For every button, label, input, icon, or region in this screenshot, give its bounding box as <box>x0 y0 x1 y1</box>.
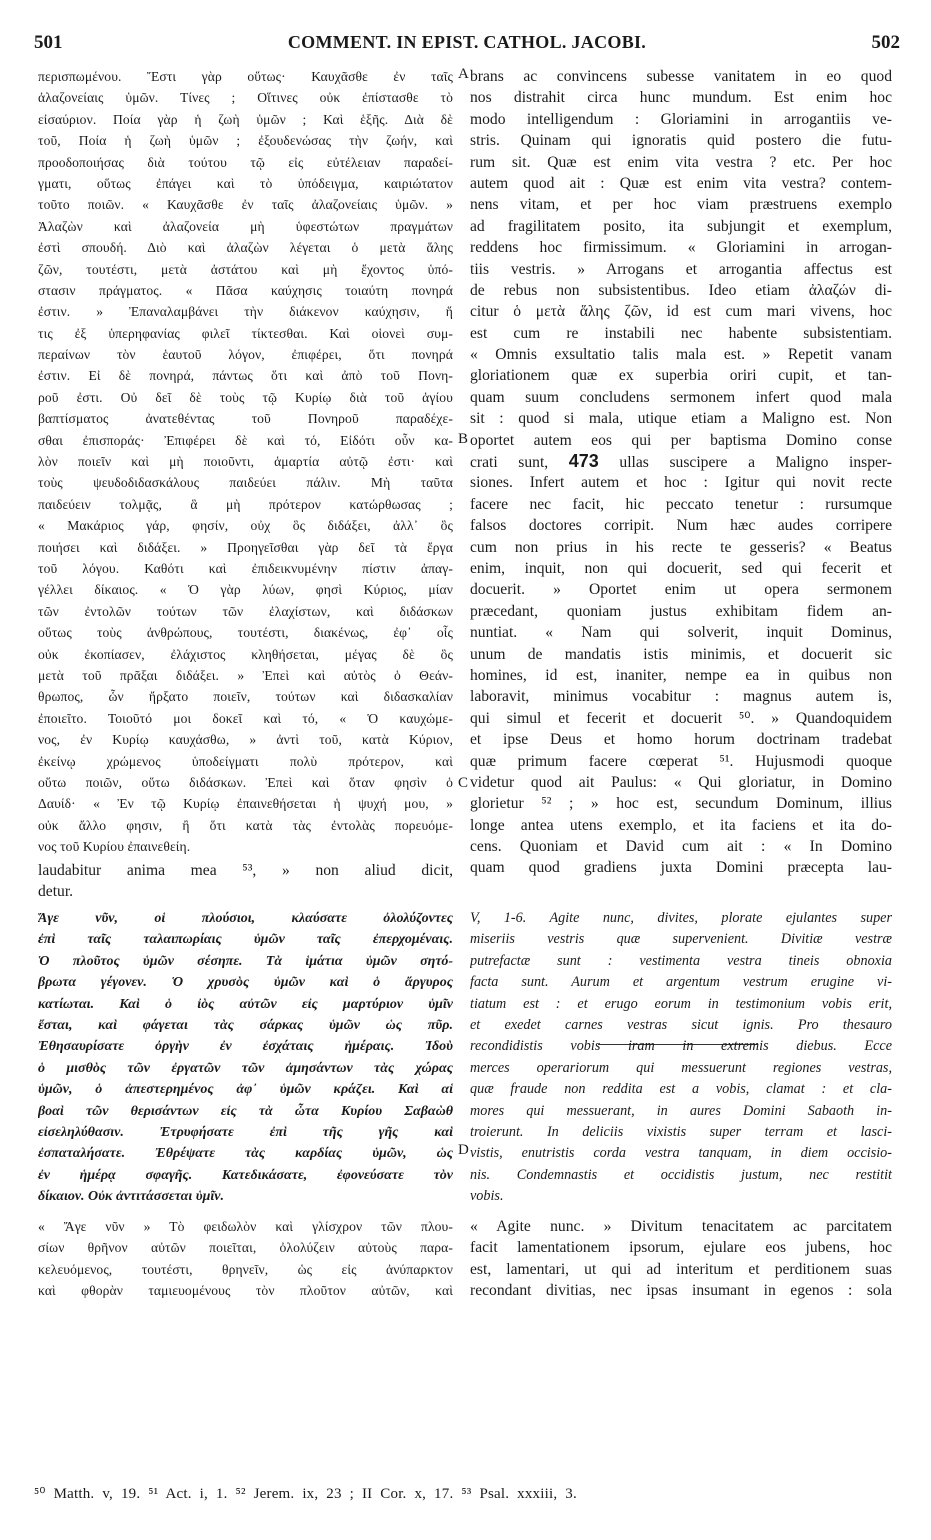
text-line: modo intelligendum : Gloriamini in arrogantiis ve- <box>470 110 892 128</box>
text-line: ἐστιν. » Ἐπαναλαμβάνει τὴν διάκενον καύχησιν, ἥ <box>38 304 453 320</box>
latin-commentary-continuation <box>470 1216 892 1302</box>
running-title: COMMENT. IN EPIST. CATHOL. JACOBI. <box>287 32 647 52</box>
text-line: Δαυίδ· « Ἐν τῷ Κυρίῳ ἐπαινεθήσεται ἡ ψυχή μου, » <box>38 796 453 812</box>
page-number-right: 502 <box>871 32 900 53</box>
text-line: putrefactæ sunt : vestimenta vestra tineis obnoxia <box>470 952 892 969</box>
text-line: facere nec facit, hic peccato tenetur : rursumque <box>470 495 892 513</box>
text-line: στασιν πράγματος. « Πᾶσα καύχησις τοιαύτη πονηρά <box>38 282 453 298</box>
text-line: μετὰ τοῦ πρᾶξαι διδάξει. » Ἐπεὶ καὶ αὐτὸς ὁ Θεάν- <box>38 667 453 683</box>
text-line: σίων θρῆνον αὐτῶν ποιεῖται, ὀλολύζειν αὐτοὺς παρα- <box>38 1240 453 1256</box>
text-line: brans ac convincens subesse vanitatem in eo quod <box>470 68 892 85</box>
text-line: παιδεύειν τολμᾷς, ἃ μὴ πρότερον κατώρθωσας ; <box>38 496 453 512</box>
text-line: et exedet carnes vestras sicut ignis. Pro thesauro <box>470 1016 892 1033</box>
text-line: οὕτως τοὺς ἀνθρώπους, τουτέστι, διακένως, ἐφ᾽ οἷς <box>38 625 453 641</box>
greek-commentary-column <box>38 66 453 857</box>
text-line: detur. <box>38 883 74 901</box>
text-line: τοῦ λόγου. Καθότι καὶ ἐπιδεικνυμένην πίστιν ἀπαγ- <box>38 560 453 576</box>
text-line: facta sunt. Aurum et argentum vestrum erugine vi- <box>470 974 892 991</box>
text-line: reddens hoc firmissimum. « Gloriamini in arrogan- <box>470 239 892 257</box>
text-line: nuntiat. « Nam qui solverit, inquit Dominus, <box>470 624 892 642</box>
text-line: unum de mandatis istis minimis, et docuerit sic <box>470 645 892 663</box>
text-line: glorietur ⁵² ; » hoc est, secundum Dominum, illius <box>470 795 892 813</box>
text-line: qui simul et fecerit et docuerit ⁵⁰. » Quandoquidem <box>470 709 892 727</box>
text-line: quam suum concludens sermonem infert quod mala <box>470 388 892 406</box>
text-line: τῶν ἐντολῶν τούτων τῶν ἐλαχίστων, καὶ διδάσκων <box>38 603 453 619</box>
text-line: est, lamentari, ut qui ad interitum et perditionem suas <box>470 1260 892 1278</box>
text-line: ἀλαζονείαις ὑμῶν. Τίνες ; Οἵτινες οὐκ ἐπίστασθε τὸ <box>38 90 453 106</box>
text-line: mores qui messuerant, in aures Domini Sabaoth in- <box>470 1102 892 1119</box>
page-number-left: 501 <box>34 32 63 53</box>
margin-marker-a: A <box>458 66 469 82</box>
text-line: κελευόμενος, τουτέστι, θρηνεῖν, ὡς εἰς ἀνύπαρκτον <box>38 1261 453 1277</box>
footnotes: ⁵⁰ Matth. v, 19. ⁵¹ Act. i, 1. ⁵² Jerem. ix, 23 ; II Cor. x, 17. ⁵³ Psal. xxxiii, 3. <box>34 1486 577 1502</box>
text-line: βρωτα γέγονεν. Ὁ χρυσὸς ὑμῶν καὶ ὁ ἄργυρος <box>38 975 453 991</box>
text-line: « Omnis exsultatio talis mala est. » Repetit vanam <box>470 346 892 364</box>
text-line: ἐστὶ σπουδή. Διὸ καὶ ἀλαζὼν λέγεται ὁ μετὰ ἅλης <box>38 240 453 256</box>
text-line: tiatum est : et erugo eorum in testimonium vobis erit, <box>470 995 892 1012</box>
text-line: est cum re instabili nec habente subsistentiam. <box>470 324 892 342</box>
text-line: ad fragilitatem posito, ita subjungit et exemplum, <box>470 217 892 235</box>
text-line: ἐσπαταλήσατε. Ἐθρέψατε τὰς καρδίας ὑμῶν, ὡς <box>38 1146 453 1162</box>
text-line: rum sit. Quæ est enim vita vestra ? etc. Per hoc <box>470 153 892 171</box>
text-line: troierunt. In deliciis vixistis super terram et lasci- <box>470 1123 892 1140</box>
text-line: κατίωται. Καὶ ὁ ἰὸς αὐτῶν εἰς μαρτύριον ὑμῖν <box>38 996 453 1012</box>
text-line: Ἐθησαυρίσατε ὀργὴν ἐν ἐσχάταις ἡμέραις. Ἰδοὺ <box>38 1039 453 1055</box>
greek-scripture-passage <box>38 908 453 1207</box>
text-line: merces operariorum qui messuerunt regiones vestras, <box>470 1059 892 1076</box>
text-line: περαίνων τὸν ἑαυτοῦ λόγον, ἐπιφέρει, ὅτι πονηρά <box>38 347 453 363</box>
text-line: gloriationem quæ ex superbia oriri cupit, et tan- <box>470 367 892 385</box>
text-line: βαπτίσματος ἀνατεθέντας τοῦ Πονηροῦ παραδέχε- <box>38 411 453 427</box>
text-line: οὐκ ἐκοπίασεν, ἐλάχιστος κληθήσεται, μέγας δὲ ὃς <box>38 646 453 662</box>
text-line: νος, ἐν Κυρίῳ καυχάσθω, » ἀντὶ τοῦ, κατὰ Κύριον, <box>38 732 453 748</box>
text-line: recondant divitias, nec ipsas insumant in egenos : sola <box>470 1282 892 1300</box>
text-line: falsos doctores corripit. Num hæc audes corripere <box>470 517 892 535</box>
text-line: vistis, enutristis corda vestra tanquam, in diem occisio- <box>470 1145 892 1162</box>
text-line: ὁ μισθὸς τῶν ἐργατῶν τῶν ἀμησάντων τὰς χώρας <box>38 1060 453 1076</box>
text-line: νος τοῦ Κυρίου ἐπαινεθείη. <box>38 839 191 855</box>
text-line: crati sunt, 473 ullas suscipere a Maligno insper- <box>470 451 892 472</box>
text-line: καὶ φθορὰν ταμιευομένους τὸν πλοῦτον αὐτῶν, καὶ <box>38 1283 453 1299</box>
text-line: ἔσται, καὶ φάγεται τὰς σάρκας ὑμῶν ὡς πῦρ. <box>38 1017 453 1033</box>
text-line: quam quod gradiens juxta Domini præcepta lau- <box>470 859 892 877</box>
text-line: siones. Infert autem et hoc : Igitur qui novit recte <box>470 474 892 492</box>
page-header <box>34 32 900 62</box>
text-line: οὐκ ἄλλο φησιν, ἢ ὅτι κατὰ τὰς ἐντολὰς πορευόμε- <box>38 817 453 833</box>
text-line: ἐποιεῖτο. Τοιοῦτό μοι δοκεῖ καὶ τό, « Ὁ καυχώμε- <box>38 710 453 726</box>
text-line: γματι, οὕτως ἐπάγει καὶ τὸ ὑπόδειγμα, καιριώτατον <box>38 175 453 191</box>
text-line: λὸν ποιεῖν καὶ μὴ ποιοῦντι, ἁμαρτία αὐτῷ ἐστι· καὶ <box>38 454 453 470</box>
text-line: de rebus non subsistentibus. Ideo etiam ἀλαζών di- <box>470 281 892 299</box>
text-line: enim, inquit, non qui docuerit, sed qui fecerit et <box>470 559 892 577</box>
text-line: quæ primum facere cœperat ⁵¹. Hujusmodi quoque <box>470 752 892 770</box>
text-line: sit : quod si mala, utique etiam a Maligno est. Non <box>470 410 892 428</box>
text-line: περισπωμένου. Ἔστι γὰρ οὕτως· Καυχᾶσθε ἐν ταῖς <box>38 69 453 84</box>
text-line: recondidistis vobis iram in extremis diebus. Ecce <box>470 1038 892 1055</box>
text-line: προοδοποιήσας διὰ τούτου τῷ εἰς εὐτέλειαν παραδεί- <box>38 154 453 170</box>
latin-scripture-passage <box>470 908 892 1207</box>
text-line: vobis. <box>470 1188 504 1205</box>
text-line: τοῦτο ποιῶν. « Καυχᾶσθε ἐν ταῖς ἀλαζονείαις ὑμῶν. » <box>38 197 453 213</box>
text-line: cum non prius in his recte te gesseris? « Beatus <box>470 538 892 556</box>
text-line: ζῶν, τουτέστι, μετὰ ἀστάτου καὶ μὴ ἔχοντος ὑπό- <box>38 261 453 277</box>
text-line: Ὁ πλοῦτος ὑμῶν σέσηπε. Τὰ ἱμάτια ὑμῶν σητό- <box>38 953 453 969</box>
margin-marker-d: D <box>458 1142 469 1158</box>
text-line: oportet autem eos qui per baptisma Domino conse <box>470 431 892 449</box>
text-line: τοῦ, Ποία ἡ ζωὴ ὑμῶν ; ἐξουδενώσας τὴν ζωήν, καὶ <box>38 133 453 149</box>
text-line: laboravit, minimus vocabitur : magnus autem is, <box>470 688 892 706</box>
text-line: « Agite nunc. » Divitum tenacitatem ac parcitatem <box>470 1218 892 1235</box>
column-number-marker: 473 <box>568 451 599 472</box>
text-line: nens vitam, et per hoc viam præstruens exemplo <box>470 196 892 214</box>
text-line: laudabitur anima mea ⁵³, » non aliud dicit, <box>38 862 453 879</box>
text-line: præcedant, quoniam justus exhibitam fidem an- <box>470 602 892 620</box>
text-line: homines, id est, inaniter, nempe ea in quibus non <box>470 666 892 684</box>
text-line: « Μακάριος γάρ, φησίν, οὐχ ὃς διδάξει, ἀλλ᾽ ὃς <box>38 518 453 534</box>
text-line: ἐκείνῳ χρώμενος ὑποδείγματι πολὺ πρότερον, καὶ <box>38 753 453 769</box>
text-line: θρωπος, ὧν ἤρξατο ποιεῖν, τούτων καὶ διδασκαλίαν <box>38 689 453 705</box>
text-line: τοὺς ψευδοδιδασκάλους παιδεύει πάλιν. Μὴ ταῦτα <box>38 475 453 491</box>
latin-translation-column <box>470 66 892 879</box>
text-line: εἰσαύριον. Ποία γὰρ ἡ ζωὴ ὑμῶν ; Καὶ ἑξῆς. Διὰ δὲ <box>38 111 453 127</box>
text-line: οὕτω ποιῶν, οὕτω διδάσκων. Ἐπεὶ καὶ ὅταν φησὶν ὁ <box>38 774 453 790</box>
text-line: facit lamentationem ipsorum, ejulare eos jubens, hoc <box>470 1239 892 1257</box>
text-line: tiis vestris. » Arrogans et arrogantia affectus est <box>470 260 892 278</box>
text-line: τις ἐξ ὑπερηφανίας φιλεῖ τίκτεσθαι. Καὶ οἱονεὶ συμ- <box>38 325 453 341</box>
text-line: nos distrahit circa hunc mundum. Est enim hoc <box>470 89 892 107</box>
text-line: Ἀλαζὼν καὶ ἀλαζονεία μὴ ὑφεστώτων πραγμάτων <box>38 218 453 234</box>
text-line: ἐστιν. Εἰ δὲ πονηρά, πάντως ὅτι καὶ ἀπὸ τοῦ Πονη- <box>38 368 453 384</box>
text-line: ὑμῶν, ὁ ἀπεστερημένος ἀφ᾽ ὑμῶν κράζει. Καὶ αἱ <box>38 1082 453 1098</box>
text-line: docuerit. » Oportet enim ut opera sermonem <box>470 581 892 599</box>
margin-marker-c: C <box>458 775 469 791</box>
text-line: nis. Condemnastis et occidistis justum, nec restitit <box>470 1166 892 1183</box>
text-line: βοαὶ τῶν θερισάντων εἰς τὰ ὦτα Κυρίου Σαβαὼθ <box>38 1103 453 1119</box>
text-line: cens. Quoniam et David cum ait : « In Domino <box>470 838 892 856</box>
text-line: stris. Quinam qui ignoratis quid postero die futu- <box>470 132 892 150</box>
text-line: « Ἄγε νῦν » Τὸ φειδωλὸν καὶ γλίσχρον τῶν πλου- <box>38 1219 453 1234</box>
latin-continuation-left <box>38 860 453 903</box>
text-line: V, 1-6. Agite nunc, divites, plorate ejulantes super <box>470 910 892 926</box>
text-line: longe antea utens exemplo, et ita faciens et ita do- <box>470 816 892 834</box>
text-line: γέλλει δίκαιος. « Ὁ γὰρ λύων, φησὶ Κύριος, μίαν <box>38 582 453 598</box>
text-line: δίκαιον. Οὐκ ἀντιτάσσεται ὑμῖν. <box>38 1189 224 1205</box>
text-line: autem quod ait : Quæ est enim vita vestra? contem- <box>470 174 892 192</box>
text-line: miseriis vestris quæ supervenient. Divitiæ vestræ <box>470 931 892 948</box>
text-line: ποιήσει καὶ διδάξει. » Προηγεῖσθαι γὰρ δεῖ τὰ ἔργα <box>38 539 453 555</box>
text-line: quæ fraude non reddita est a vobis, clamat : et cla- <box>470 1081 892 1098</box>
greek-commentary-continuation <box>38 1216 453 1302</box>
text-line: εἰσεληλύθασιν. Ἐτρυφήσατε ἐπὶ τῆς γῆς καὶ <box>38 1124 453 1140</box>
text-line: ἐπὶ ταῖς ταλαιπωρίαις ὑμῶν ταῖς ἐπερχομέναις. <box>38 932 453 948</box>
text-line: ἐν ἡμέρᾳ σφαγῆς. Κατεδικάσατε, ἐφονεύσατε τὸν <box>38 1167 453 1183</box>
text-line: σθαι ἐπισποράς· Ἐπιφέρει δὲ καὶ τό, Εἰδότι οὖν κα- <box>38 432 453 448</box>
text-line: citur ὁ μετὰ ἅλης ζῶν, id est cum mari vivens, hoc <box>470 303 892 321</box>
text-line: Ἄγε νῦν, οἱ πλούσιοι, κλαύσατε ὀλολύζοντες <box>38 911 453 926</box>
margin-marker-b: B <box>458 431 469 447</box>
text-line: et ipse Deus et homo horum doctrinam tradebat <box>470 731 892 749</box>
text-line: ροῦ ἐστι. Οὐ δεῖ δὲ τοὺς τῷ Κυρίῳ διὰ τοῦ ἁγίου <box>38 389 453 405</box>
text-line: videtur quod ait Paulus: « Qui gloriatur, in Domino <box>470 773 892 791</box>
